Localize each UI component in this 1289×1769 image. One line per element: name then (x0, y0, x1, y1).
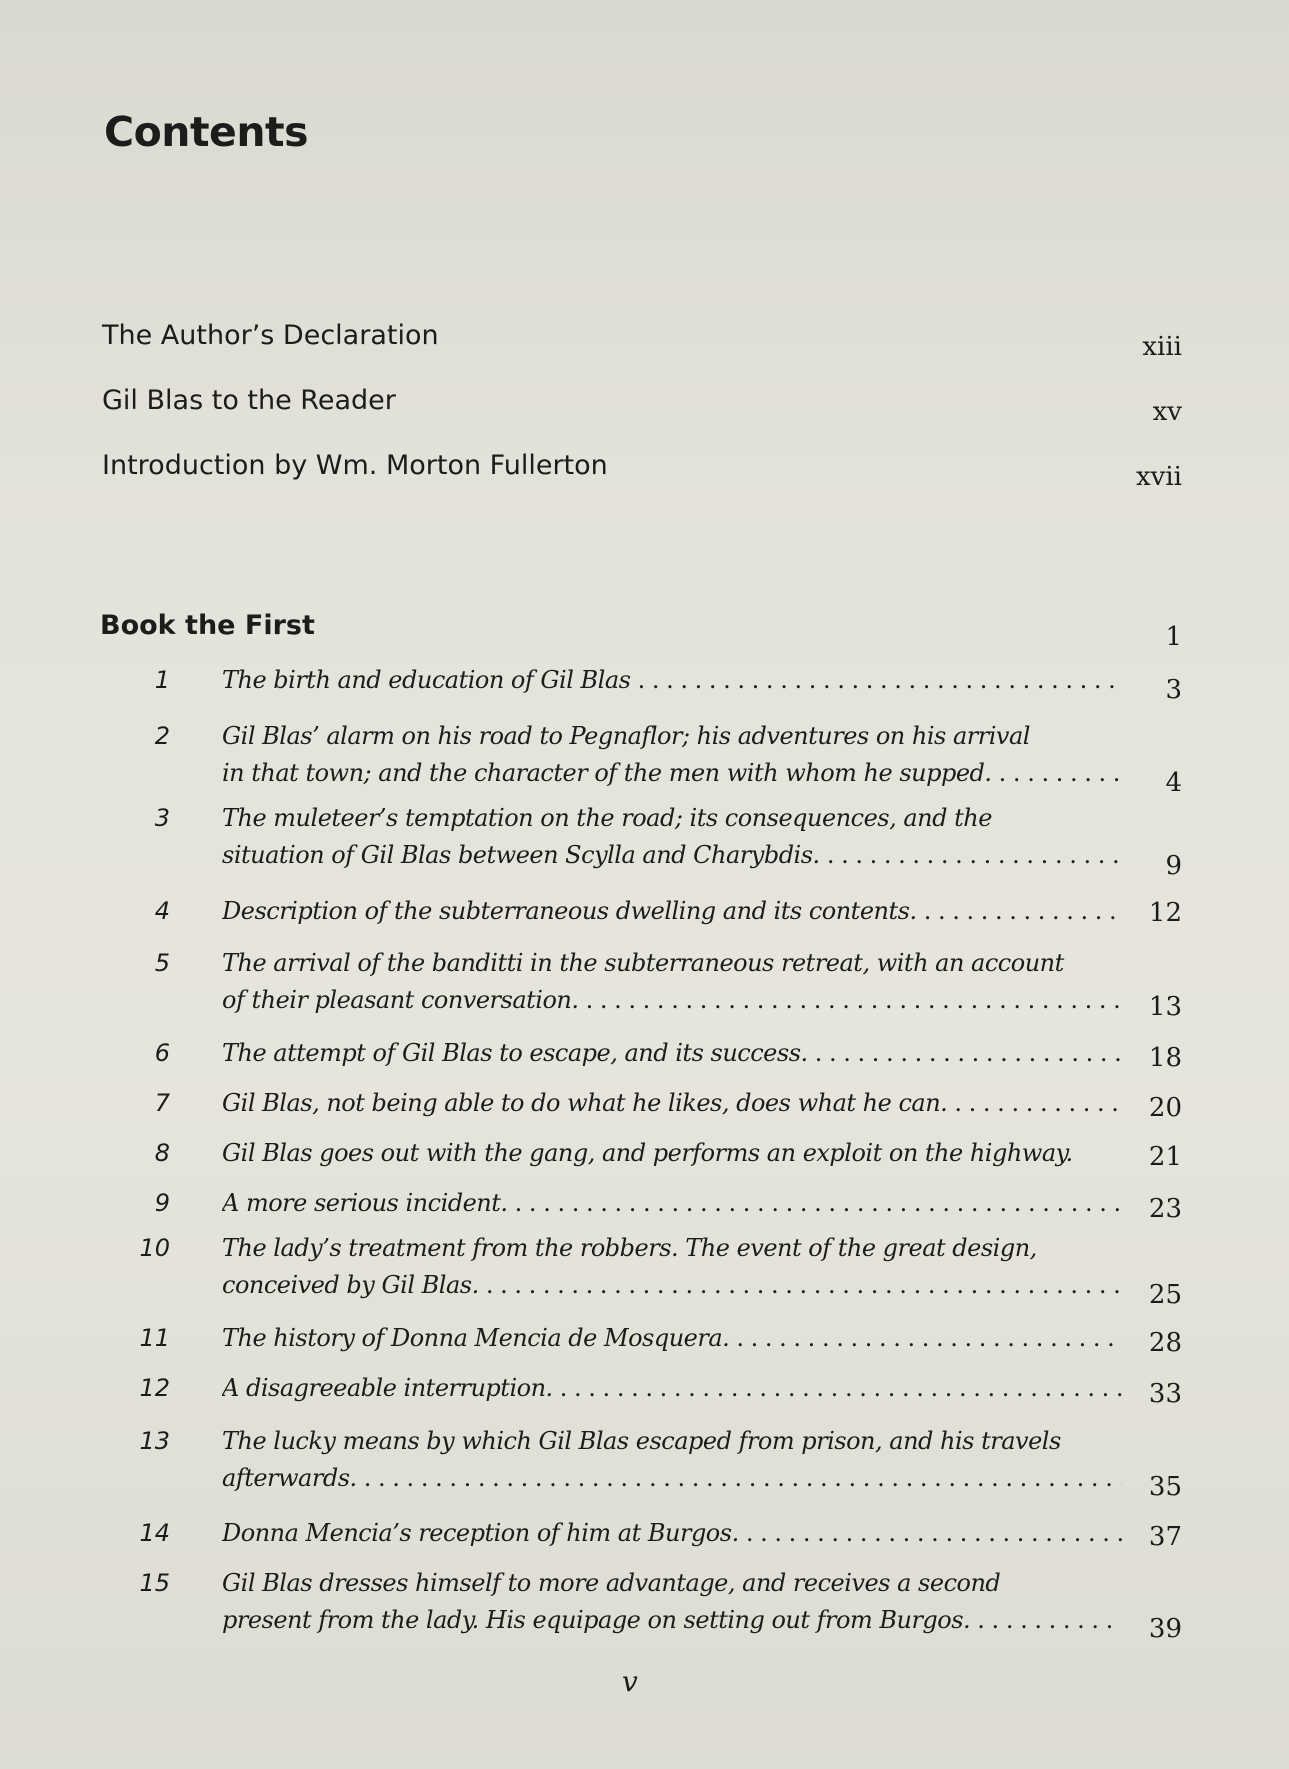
front-matter-title: Introduction by Wm. Morton Fullerton (102, 450, 608, 481)
chapter-title-line: Gil Blas’ alarm on his road to Pegnaflor; his adventures on his arrival (222, 722, 1030, 750)
chapter-title-line: A disagreeable interruption. . . . (222, 1370, 1122, 1407)
chapter-title-line: Gil Blas goes out with the gang, and performs an exploit on the highway. (222, 1139, 1073, 1167)
chapter-number: 2 (154, 722, 170, 750)
chapter-title-line: in that town; and the character of the men with whom he supped. . . . (222, 755, 1122, 792)
book-page-number: 1 (1165, 622, 1182, 652)
chapter-title (222, 800, 1122, 874)
chapter-page: 3 (1165, 675, 1182, 705)
chapter-title (222, 1423, 1122, 1497)
chapter-number: 8 (154, 1139, 170, 1167)
chapter-page: 23 (1148, 1194, 1182, 1224)
page-folio: v (622, 1665, 638, 1698)
chapter-number: 7 (154, 1089, 170, 1117)
chapter-page: 20 (1148, 1093, 1182, 1123)
chapter-title-line: The birth and education of Gil Blas . . . (222, 662, 1122, 699)
front-matter-page: xv (1152, 397, 1182, 427)
chapter-title-line: Gil Blas, not being able to do what he likes, does what he can. . . . (222, 1085, 1122, 1122)
chapter-page: 35 (1148, 1472, 1182, 1502)
chapter-title (222, 662, 1122, 699)
chapter-title (222, 1085, 1122, 1122)
chapter-number: 9 (154, 1189, 170, 1217)
chapter-number: 10 (139, 1234, 170, 1262)
chapter-title-line: The lady’s treatment from the robbers. The event of the great design, (222, 1234, 1037, 1262)
chapter-title-line: The muleteer’s temptation on the road; its consequences, and the (222, 804, 992, 832)
front-matter-title: Gil Blas to the Reader (102, 385, 396, 416)
chapter-page: 21 (1148, 1142, 1182, 1172)
chapter-title-line: The lucky means by which Gil Blas escaped from prison, and his travels (222, 1427, 1061, 1455)
chapter-title (222, 1370, 1122, 1407)
chapter-number: 11 (139, 1324, 170, 1352)
chapter-title (222, 1135, 1142, 1172)
front-matter-title: The Author’s Declaration (102, 320, 439, 351)
chapter-page: 39 (1148, 1614, 1182, 1644)
chapter-page: 13 (1148, 992, 1182, 1022)
chapter-page: 25 (1148, 1280, 1182, 1310)
chapter-page: 12 (1148, 898, 1182, 928)
chapter-title-line: The history of Donna Mencia de Mosquera. . . . (222, 1320, 1122, 1357)
front-matter-page: xvii (1136, 462, 1182, 492)
chapter-title-line: Gil Blas dresses himself to more advantage, and receives a second (222, 1569, 1001, 1597)
chapter-title-line: Donna Mencia’s reception of him at Burgos. . . . (222, 1515, 1122, 1552)
chapter-title (222, 1565, 1122, 1639)
chapter-title-line: Description of the subterraneous dwelling and its contents. . . . (222, 893, 1122, 930)
chapter-title-line: situation of Gil Blas between Scylla and Charybdis. . . . (222, 837, 1122, 874)
chapter-title (222, 1035, 1122, 1072)
front-matter-item (102, 385, 1182, 427)
chapter-title (222, 1515, 1122, 1552)
chapter-title-line: afterwards. . . . (222, 1460, 1122, 1497)
chapter-number: 4 (154, 897, 170, 925)
chapter-title-line: The arrival of the banditti in the subterraneous retreat, with an account (222, 949, 1064, 977)
chapter-title-line: The attempt of Gil Blas to escape, and its success. . . . (222, 1035, 1122, 1072)
chapter-number: 13 (139, 1427, 170, 1455)
chapter-title (222, 1320, 1122, 1357)
book-title: Book the First (100, 610, 315, 641)
front-matter-item (102, 450, 1182, 492)
chapter-title (222, 1185, 1122, 1222)
chapter-page: 18 (1148, 1043, 1182, 1073)
chapter-number: 14 (139, 1519, 170, 1547)
chapter-title-line: of their pleasant conversation. . . . (222, 982, 1122, 1019)
chapter-number: 5 (154, 949, 170, 977)
chapter-number: 3 (154, 804, 170, 832)
chapter-page: 37 (1148, 1522, 1182, 1552)
front-matter-page: xiii (1142, 332, 1182, 362)
chapter-number: 1 (154, 666, 170, 694)
chapter-page: 33 (1148, 1379, 1182, 1409)
chapter-title (222, 718, 1122, 792)
chapter-title-line: present from the lady. His equipage on setting out from Burgos. . . . (222, 1602, 1122, 1639)
chapter-page: 4 (1165, 768, 1182, 798)
contents-heading: Contents (104, 108, 309, 156)
chapter-title-line: conceived by Gil Blas. . . . (222, 1267, 1122, 1304)
chapter-number: 12 (139, 1374, 170, 1402)
book-heading (100, 610, 1182, 652)
chapter-page: 9 (1165, 851, 1182, 881)
chapter-number: 6 (154, 1039, 170, 1067)
chapter-title (222, 1230, 1122, 1304)
front-matter-item (102, 320, 1182, 362)
chapter-title (222, 945, 1122, 1019)
chapter-title (222, 893, 1122, 930)
chapter-number: 15 (139, 1569, 170, 1597)
chapter-title-line: A more serious incident. . . . (222, 1185, 1122, 1222)
chapter-page: 28 (1148, 1328, 1182, 1358)
